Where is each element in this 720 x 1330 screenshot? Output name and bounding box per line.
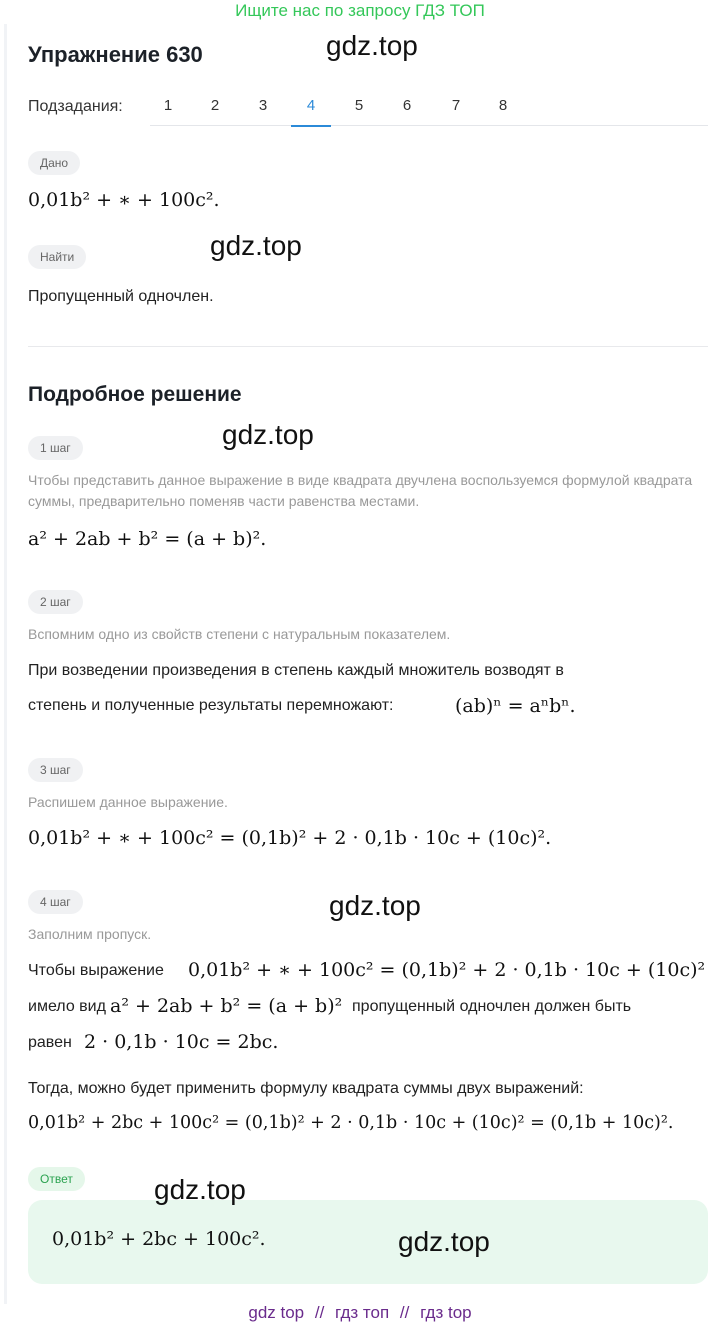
step-2-text-line1: При возведении произведения в степень каждый множитель возводят в xyxy=(28,662,564,679)
subtasks-nav xyxy=(28,94,708,126)
top-banner: Ищите нас по запросу ГДЗ ТОП xyxy=(235,1,485,20)
step-3-hint: Распишем данное выражение. xyxy=(28,794,228,810)
watermark: gdz.top xyxy=(326,30,418,61)
footer-link-gdz-top[interactable]: gdz top xyxy=(248,1303,305,1322)
footer-link-gdz-top-ru[interactable]: гдз топ xyxy=(335,1303,390,1322)
given-expression: 0,01b² + ∗ + 100c². xyxy=(28,189,220,211)
solution-title: Подробное решение xyxy=(28,383,242,406)
step-3-expression: 0,01b² + ∗ + 100c² = (0,1b)² + 2 · 0,1b · 10c + (10c)². xyxy=(28,827,552,849)
subtask-tab-6[interactable]: 6 xyxy=(402,97,412,114)
section-divider xyxy=(28,346,708,347)
subtask-tab-2[interactable]: 2 xyxy=(210,97,220,114)
find-badge: Найти xyxy=(28,245,86,269)
step-2-text-line2: степень и полученные результаты перемножают: xyxy=(28,697,394,714)
subtask-tab-5[interactable]: 5 xyxy=(354,97,364,114)
subtasks-label: Подзадания: xyxy=(28,98,123,115)
footer-separator: // xyxy=(314,1303,325,1322)
step-2-expression: (ab)ⁿ = aⁿbⁿ. xyxy=(455,695,576,717)
given-badge: Дано xyxy=(28,151,80,175)
watermark: gdz.top xyxy=(154,1174,246,1205)
step-4-line2-text-a: имело вид xyxy=(28,998,106,1015)
step-4-line3-expression: 2 · 0,1b · 10c = 2bc. xyxy=(84,1031,279,1053)
step-3-badge: 3 шаг xyxy=(28,758,83,782)
subtask-tab-3[interactable]: 3 xyxy=(258,97,268,114)
watermark: gdz.top xyxy=(210,230,302,261)
page-title: Упражнение 630 xyxy=(28,42,203,67)
step-2-hint: Вспомним одно из свойств степени с натуральным показателем. xyxy=(28,626,451,642)
answer-badge: Ответ xyxy=(28,1167,85,1191)
subtask-tab-1[interactable]: 1 xyxy=(163,97,173,114)
watermark: gdz.top xyxy=(398,1226,490,1257)
subtasks-divider xyxy=(150,125,708,126)
step-4-line1-text: Чтобы выражение xyxy=(28,962,164,979)
find-text: Пропущенный одночлен. xyxy=(28,288,214,305)
footer-links xyxy=(0,1303,720,1323)
answer-box xyxy=(28,1200,708,1284)
step-1-badge: 1 шаг xyxy=(28,436,83,460)
step-1-hint: Чтобы представить данное выражение в виде квадрата двучлена воспользуемся формулой квадрата суммы, предварительно поменяв части равенства местами. xyxy=(28,472,693,509)
step-4-line2-expression: a² + 2ab + b² = (a + b)² xyxy=(110,995,343,1017)
step-4-line1-expression: 0,01b² + ∗ + 100c² = (0,1b)² + 2 · 0,1b · 10c + (10c)² xyxy=(188,959,706,981)
step-4-line4-text: Тогда, можно будет применить формулу квадрата суммы двух выражений: xyxy=(28,1080,584,1097)
step-4-badge: 4 шаг xyxy=(28,890,83,914)
step-4-line3-text: равен xyxy=(28,1034,72,1051)
watermark: gdz.top xyxy=(222,419,314,450)
step-1-expression: a² + 2ab + b² = (a + b)². xyxy=(28,528,267,550)
step-4-hint: Заполним пропуск. xyxy=(28,926,152,942)
footer-separator: // xyxy=(399,1303,410,1322)
watermark: gdz.top xyxy=(329,890,421,921)
subtask-tab-4[interactable]: 4 xyxy=(291,97,331,127)
subtask-tab-7[interactable]: 7 xyxy=(451,97,461,114)
footer-link-gdz-top-mixed[interactable]: гдз top xyxy=(420,1303,472,1322)
step-4-line2-text-b: пропущенный одночлен должен быть xyxy=(352,998,632,1015)
answer-expression: 0,01b² + 2bc + 100c². xyxy=(52,1228,266,1250)
step-4-line5-expression: 0,01b² + 2bc + 100c² = (0,1b)² + 2 · 0,1b · 10c + (10c)² = (0,1b + 10c)². xyxy=(28,1113,674,1133)
step-2-badge: 2 шаг xyxy=(28,590,83,614)
subtask-tab-8[interactable]: 8 xyxy=(498,97,508,114)
